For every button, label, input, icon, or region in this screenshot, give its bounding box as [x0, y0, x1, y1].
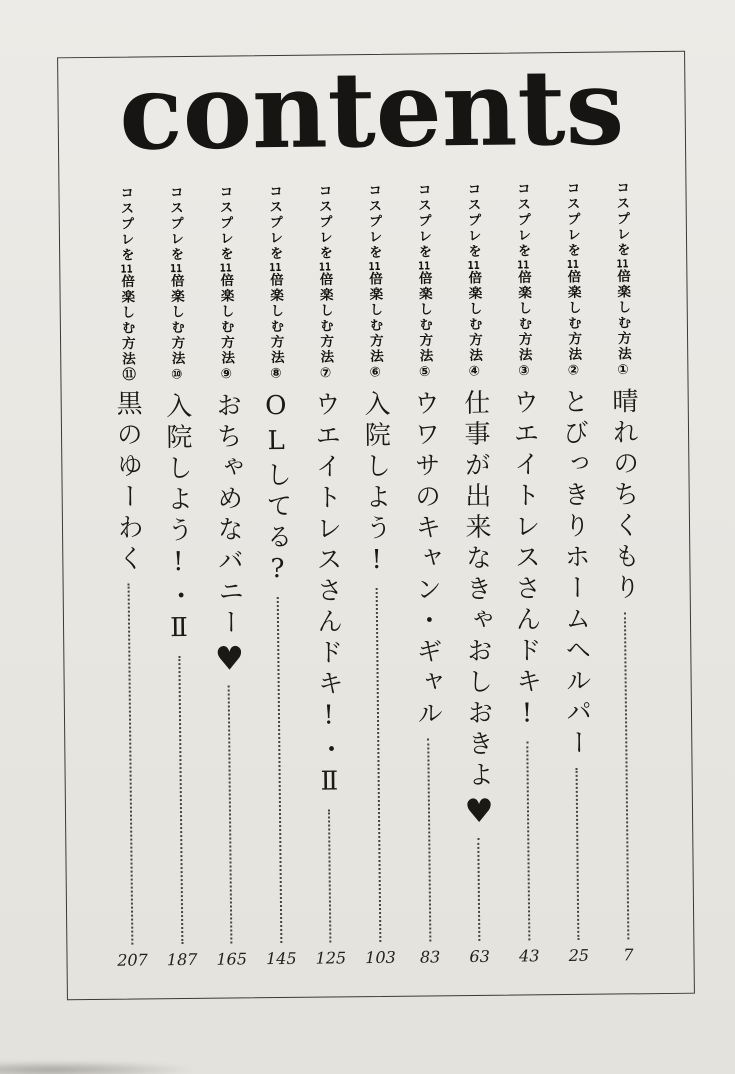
entry-series-label: コスプレを11倍楽しむ方法④: [464, 181, 483, 382]
entry-series-label: コスプレを11倍楽しむ方法⑧: [265, 183, 285, 384]
dotted-leader: [624, 612, 629, 940]
entry-page-number: 103: [365, 947, 396, 968]
entry-title: 仕事が出来なきゃおしおきよ♥: [459, 388, 499, 830]
entry-series-label: コスプレを11倍楽しむ方法⑦: [315, 183, 334, 384]
dotted-leader: [328, 809, 331, 943]
dotted-leader: [228, 685, 233, 944]
entry-title: 晴れのちくもり: [607, 386, 641, 605]
entry-title: ウエイトレスさんドキ!: [508, 387, 543, 734]
toc-entry: [453, 182, 499, 969]
toc-entry: [304, 183, 350, 970]
dotted-leader: [178, 656, 183, 945]
entry-page-number: 187: [166, 949, 198, 970]
toc-entry: [254, 184, 300, 971]
entry-page-number: 145: [265, 948, 297, 969]
toc-entry: [552, 181, 598, 968]
heart-icon: ♥: [459, 791, 499, 830]
toc-entry: [105, 185, 151, 972]
dotted-leader: [376, 587, 382, 942]
entry-page-number: 63: [469, 946, 490, 967]
contents-heading: contents: [118, 45, 625, 174]
entry-series-label: コスプレを11倍楽しむ方法⑨: [216, 184, 235, 385]
entry-title: とびっきりホームヘルパー: [558, 387, 593, 760]
toc-entry: [353, 183, 399, 970]
toc-entry: [502, 181, 548, 968]
entry-title: おちゃめなバニー♥: [210, 390, 249, 678]
entry-title: 入院しよう!・Ⅱ: [161, 391, 195, 648]
entry-page-number: 25: [568, 945, 590, 966]
entry-series-label: コスプレを11倍楽しむ方法⑥: [365, 182, 384, 383]
heart-icon: ♥: [210, 638, 249, 678]
entry-series-label: コスプレを11倍楽しむ方法③: [513, 181, 532, 382]
entry-series-label: コスプレを11倍楽しむ方法⑤: [414, 182, 433, 383]
toc-entry: [601, 180, 647, 967]
entry-page-number: 43: [518, 946, 540, 966]
dotted-leader: [427, 738, 431, 942]
toc-entry: [155, 185, 201, 972]
entry-series-label: コスプレを11倍楽しむ方法①: [613, 180, 632, 380]
page-border-frame: [57, 45, 695, 1001]
dotted-leader: [576, 767, 580, 940]
entry-series-label: コスプレを11倍楽しむ方法⑪: [117, 185, 136, 383]
dotted-leader: [277, 597, 283, 944]
toc-entry: [205, 184, 251, 971]
entry-title: ウエイトレスさんドキ!・Ⅱ: [310, 389, 345, 802]
toc-entries: [105, 180, 647, 973]
entry-title: 黒のゆーわく: [111, 389, 144, 576]
entry-title: ウワサのキャン・ギャル: [409, 388, 444, 731]
entry-page-number: 125: [315, 948, 347, 968]
entry-title: 入院しよう!: [359, 389, 392, 580]
entry-page-number: 207: [117, 950, 148, 970]
entry-series-label: コスプレを11倍楽しむ方法②: [563, 180, 582, 381]
entry-title: OLしてる?: [260, 390, 293, 589]
dotted-leader: [477, 837, 480, 941]
entry-page-number: 7: [623, 945, 634, 965]
dotted-leader: [128, 584, 134, 945]
entry-series-label: コスプレを11倍楽しむ方法⑩: [166, 185, 185, 385]
scan-smudge: [0, 1061, 198, 1074]
entry-page-number: 83: [419, 947, 441, 967]
dotted-leader: [526, 741, 530, 941]
toc-entry: [403, 182, 449, 969]
entry-page-number: 165: [216, 949, 248, 969]
